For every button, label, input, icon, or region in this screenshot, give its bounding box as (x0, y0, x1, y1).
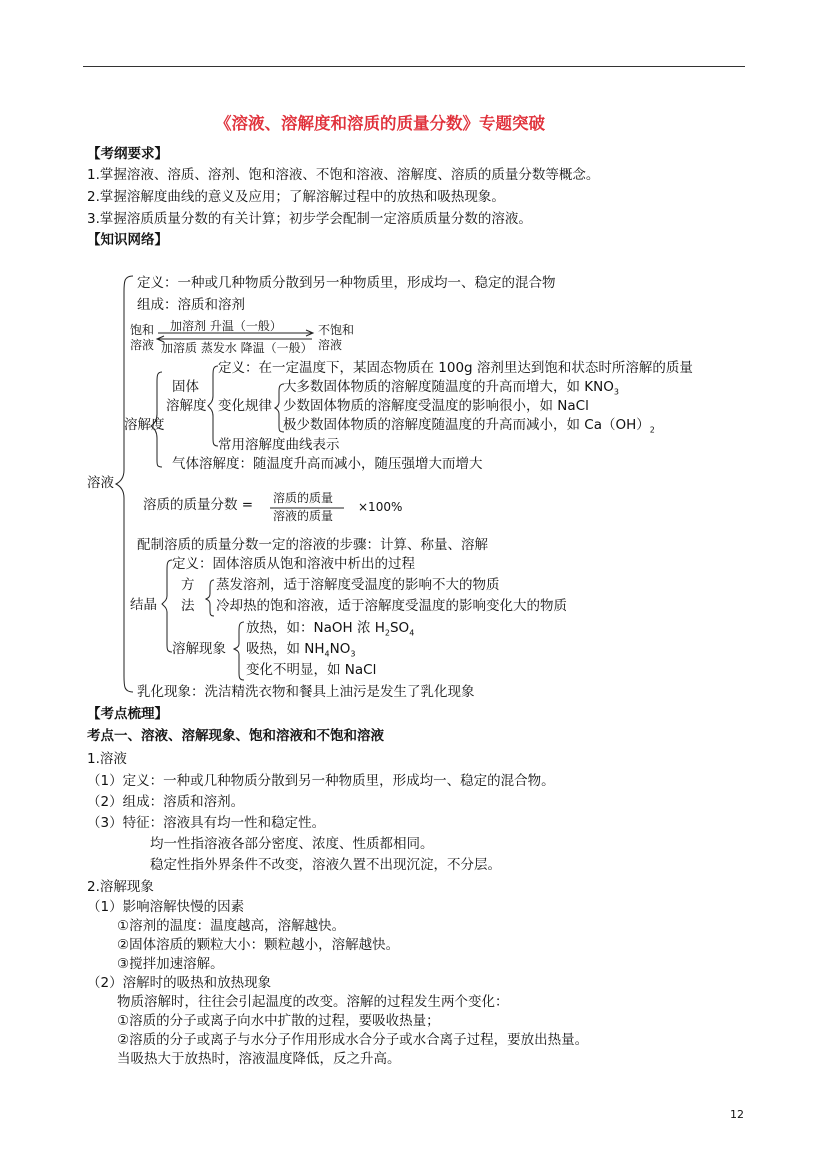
requirement-item: 1.掌握溶液、溶质、溶剂、饱和溶液、不饱和溶液、溶解度、溶质的质量分数等概念。 (87, 167, 600, 183)
emulsify-node: 乳化现象：洗洁精洗衣物和餐具上油污是发生了乳化现象 (137, 684, 475, 700)
solid-brace (208, 366, 218, 446)
unsaturated-label: 不饱和 溶液 (318, 323, 355, 352)
rule-item: 少数固体物质的溶解度受温度的影响很小，如 NaCl (283, 398, 589, 414)
paragraph: 当吸热大于放热时，溶液温度降低，反之升高。 (117, 1051, 401, 1067)
requirement-item: 3.掌握溶质质量分数的有关计算；初步学会配制一定溶质质量分数的溶液。 (87, 211, 532, 227)
crystal-definition: 定义：固体溶质从饱和溶液中析出的过程 (172, 556, 415, 572)
heat-absorb-item: 吸热，如 $NH_4NO_3$ (246, 641, 356, 659)
arrow-label-bottom: 加溶质 蒸发水 降温（一般） (161, 341, 313, 355)
points-heading: 【考点梳理】 (87, 706, 168, 722)
crystal-node: 结晶 (130, 597, 157, 613)
change-rule-node: 变化规律 (218, 398, 272, 414)
dissolve-brace (234, 622, 244, 680)
paragraph: ①溶剂的温度：温度越高，溶解越快。 (117, 918, 346, 934)
fraction-denominator: 溶液的质量 (273, 509, 334, 523)
fraction-numerator: 溶质的质量 (273, 491, 334, 505)
point1-heading: 考点一、溶液、溶解现象、饱和溶液和不饱和溶液 (87, 728, 384, 744)
prep-node: 配制溶质的质量分数一定的溶液的步骤：计算、称量、溶解 (137, 537, 488, 553)
arrow-label-top: 加溶剂 升温（一般） (170, 319, 282, 333)
paragraph: （2）组成：溶质和溶剂。 (87, 794, 245, 810)
curve-node: 常用溶解度曲线表示 (218, 437, 340, 453)
paragraph: （1）定义：一种或几种物质分散到另一种物质里，形成均一、稳定的混合物。 (87, 773, 555, 789)
page-number: 12 (730, 1108, 744, 1121)
fraction-times: ×100% (358, 500, 403, 514)
method-item: 冷却热的饱和溶液，适于溶解度受温度的影响变化大的物质 (216, 598, 567, 614)
method-label-2: 法 (181, 598, 195, 614)
method-brace (206, 580, 214, 616)
requirement-item: 2.掌握溶解度曲线的意义及应用；了解溶解过程中的放热和吸热现象。 (87, 189, 505, 205)
no-change-item: 变化不明显，如 NaCl (246, 662, 377, 678)
definition-node: 定义：一种或几种物质分散到另一种物质里，形成均一、稳定的混合物 (137, 275, 556, 291)
rule-item: 极少数固体物质的溶解度随温度的升高而减小，如 $Ca(OH)_2$ (283, 417, 655, 435)
dissolve-phenomenon-node: 溶解现象 (172, 641, 226, 657)
section-title: 2.溶解现象 (87, 879, 154, 895)
paragraph: （1）影响溶解快慢的因素 (87, 899, 245, 915)
composition-node: 组成：溶质和溶剂 (137, 297, 245, 313)
saturated-label: 饱和 溶液 (130, 323, 155, 352)
solid-solubility-node: 溶解度 (166, 398, 207, 414)
paragraph: 稳定性指外界条件不改变，溶液久置不出现沉淀，不分层。 (150, 857, 501, 873)
solid-definition: 定义：在一定温度下，某固态物质在 100g 溶剂里达到饱和状态时所溶解的质量 (218, 360, 693, 376)
method-label-1: 方 (181, 577, 195, 593)
network-root: 溶液 (87, 475, 114, 491)
rule-item: 大多数固体物质的溶解度随温度的升高而增大，如 $KNO_3$ (283, 379, 619, 397)
method-item: 蒸发溶剂，适于溶解度受温度的影响不大的物质 (216, 577, 500, 593)
paragraph: ③搅拌加速溶解。 (117, 956, 224, 972)
paragraph: （2）溶解时的吸热和放热现象 (87, 975, 272, 991)
solid-node: 固体 (172, 379, 199, 395)
page-title: 《溶液、溶解度和溶质的质量分数》专题突破 (215, 114, 545, 133)
solubility-node: 溶解度 (124, 417, 165, 433)
section-title: 1.溶液 (87, 751, 127, 767)
paragraph: 均一性指溶液各部分密度、浓度、性质都相同。 (150, 836, 434, 852)
paragraph: ②溶质的分子或离子与水分子作用形成水合分子或水合离子过程，要放出热量。 (117, 1032, 589, 1048)
paragraph: 物质溶解时，往往会引起温度的改变。溶解的过程发生两个变化： (117, 994, 509, 1010)
network-heading: 【知识网络】 (87, 232, 168, 248)
mass-fraction-label: 溶质的质量分数 = (143, 497, 254, 513)
paragraph: ①溶质的分子或离子向水中扩散的过程，要吸收热量； (117, 1013, 440, 1029)
crystal-brace (162, 560, 172, 652)
paragraph: （3）特征：溶液具有均一性和稳定性。 (87, 815, 326, 831)
paragraph: ②固体溶质的颗粒大小：颗粒越小，溶解越快。 (117, 937, 400, 953)
heat-release-item: 放热，如：NaOH 浓 $H_2SO_4$ (246, 620, 415, 638)
requirements-heading: 【考纲要求】 (87, 146, 168, 162)
gas-node: 气体溶解度：随温度升高而减小，随压强增大而增大 (172, 456, 483, 472)
